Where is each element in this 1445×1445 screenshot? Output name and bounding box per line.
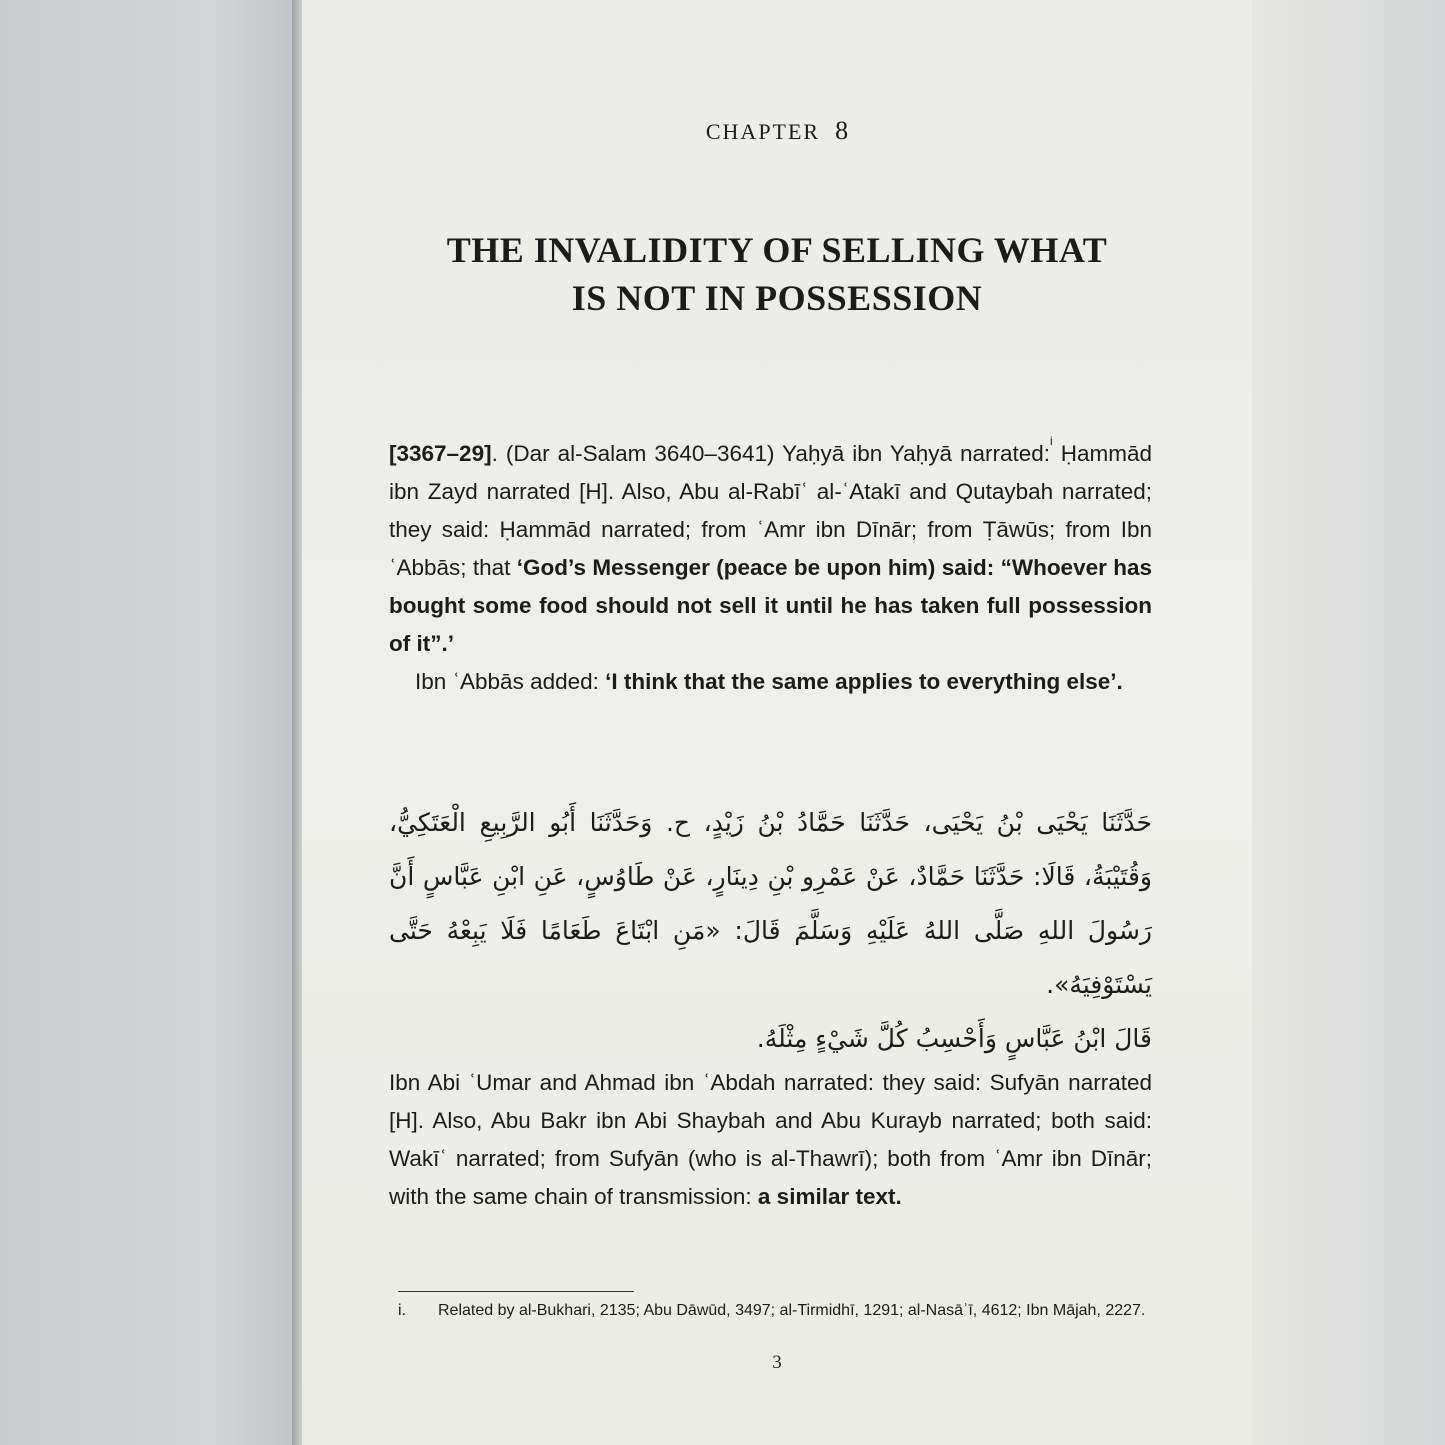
second-chain-text xyxy=(389,1064,1152,1216)
hadith-paragraph xyxy=(389,435,1152,701)
left-page-edge xyxy=(0,0,300,1445)
footnote-divider xyxy=(398,1291,634,1292)
arabic-text-block xyxy=(389,796,1152,1066)
second-chain-paragraph xyxy=(389,1064,1152,1216)
chapter-label: CHAPTER xyxy=(705,119,821,144)
book-page xyxy=(302,0,1252,1445)
hadith-chain: Ḥammād ibn Zayd narrated [H]. Also, Abu al-Rabīʿ al-ʿAtakī and Qutaybah narrated; they said: Ḥammād narrated; from ʿAmr ibn Dīnār; from Ṭāwūs; from Ibn ʿAbbās; that xyxy=(389,441,1152,580)
hadith-main-text xyxy=(389,435,1152,663)
similar-text-label: a similar text. xyxy=(757,1184,902,1209)
hadith-addition xyxy=(389,663,1152,701)
chapter-title-line-1: THE INVALIDITY OF SELLING WHAT xyxy=(446,230,1108,270)
hadith-reference: [3367–29] xyxy=(389,441,492,466)
footnote-mark: i. xyxy=(398,1302,406,1319)
page-number: 3 xyxy=(772,1352,782,1373)
chapter-heading xyxy=(302,116,1252,146)
second-chain-body: Ibn Abi ʿUmar and Ahmad ibn ʿAbdah narrated: they said: Sufyān narrated [H]. Also, Abu Bakr ibn Abi Shaybah and Abu Kurayb narrated; both said: Wakīʿ narrated; from Sufyān (who is al-Thawrī); both from ʿAmr ibn Dīnār; with the same chain of transmission: xyxy=(389,1070,1152,1209)
addition-intro: Ibn ʿAbbās added: xyxy=(415,669,606,694)
footnote-text: Related by al-Bukhari, 2135; Abu Dāwūd, 3497; al-Tirmidhī, 1291; al-Nasāʾī, 4612; Ibn Mājah, 2227. xyxy=(438,1302,1146,1319)
footnote-marker[interactable]: i xyxy=(1050,434,1053,448)
chapter-title-line-2: IS NOT IN POSSESSION xyxy=(571,278,983,318)
right-page-edge xyxy=(1250,0,1445,1445)
arabic-addition: قَالَ ابْنُ عَبَّاسٍ وَأَحْسِبُ كُلَّ شَيْءٍ مِثْلَهُ. xyxy=(756,1024,1152,1053)
chapter-number: 8 xyxy=(835,116,849,145)
chapter-title xyxy=(402,226,1152,322)
hadith-saying: ‘God’s Messenger (peace be upon him) said: “Whoever has bought some food should not sell it until he has taken full possession of it”.’ xyxy=(389,555,1152,656)
footnote xyxy=(398,1298,1154,1323)
hadith-intro: . (Dar al-Salam 3640–3641) Yaḥyā ibn Yaḥyā narrated: xyxy=(491,441,1051,466)
arabic-hadith: حَدَّثَنَا يَحْيَى بْنُ يَحْيَى، حَدَّثَنَا حَمَّادُ بْنُ زَيْدٍ، ح. وَحَدَّثَنَا أَبُو الرَّبِيعِ الْعَتَكِيُّ، وَقُتَيْبَةُ، قَالَا: حَدَّثَنَا حَمَّادٌ، عَنْ عَمْرِو بْنِ دِينَارٍ، عَنْ طَاوُسٍ، عَنِ ابْنِ عَبَّاسٍ أَنَّ رَسُولَ اللهِ صَلَّى اللهُ عَلَيْهِ وَسَلَّمَ قَالَ: «مَنِ ابْتَاعَ طَعَامًا فَلَا يَبِعْهُ حَتَّى يَسْتَوْفِيَهُ». xyxy=(389,808,1152,999)
addition-saying: ‘I think that the same applies to everything else’. xyxy=(605,669,1123,694)
